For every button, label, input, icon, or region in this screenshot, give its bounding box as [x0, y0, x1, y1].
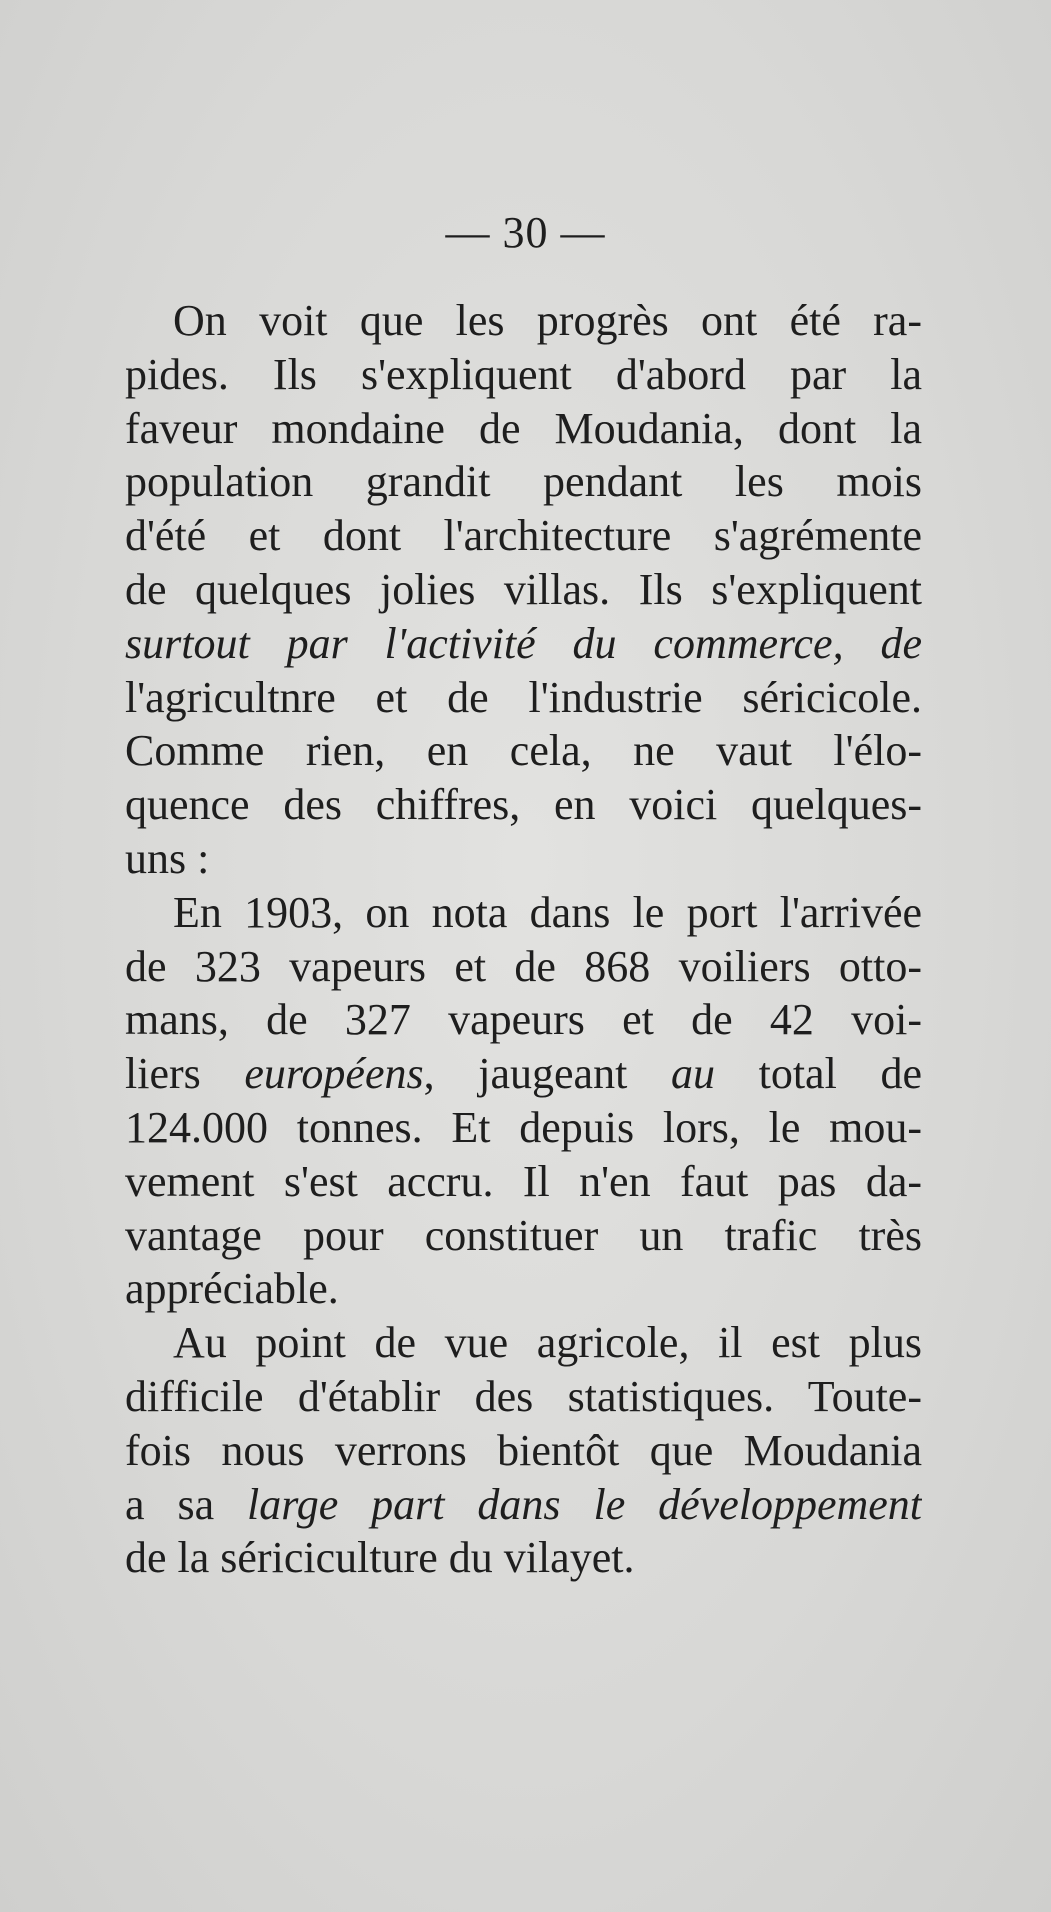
text-run: appréciable.	[125, 1264, 339, 1314]
text-run: mans, de 327 vapeurs et de 42 voi-	[125, 995, 922, 1045]
text-line	[125, 1047, 922, 1101]
text-line	[125, 294, 922, 348]
text-run: En 1903, on nota dans le port l'arrivée	[173, 887, 922, 937]
text-line	[125, 455, 922, 509]
page-number: — 30 —	[445, 208, 606, 257]
italic-text: large part dans le développement	[247, 1479, 922, 1529]
text-run: l'agricultnre et de l'industrie séricicole.	[125, 672, 922, 722]
text-line	[125, 1370, 922, 1424]
text-run: liers	[125, 1049, 245, 1099]
text-run: Comme rien, en cela, ne vaut l'élo-	[125, 726, 922, 776]
text-line	[125, 832, 922, 886]
text-run: vement s'est accru. Il n'en faut pas da-	[125, 1156, 922, 1206]
text-run: fois nous verrons bientôt que Moudania	[125, 1425, 922, 1475]
paragraph	[125, 886, 922, 1316]
text-line	[125, 1478, 922, 1532]
text-line	[125, 886, 922, 940]
text-run: de la sériciculture du vilayet.	[125, 1533, 635, 1583]
text-line	[125, 509, 922, 563]
text-line	[125, 1209, 922, 1263]
italic-text: au	[670, 1049, 715, 1099]
text-run: difficile d'établir des statistiques. Toute-	[125, 1371, 922, 1421]
text-line	[125, 1155, 922, 1209]
text-run: de 323 vapeurs et de 868 voiliers otto-	[125, 941, 922, 991]
text-run: uns :	[125, 833, 210, 883]
text-run: , jaugeant	[423, 1049, 671, 1099]
text-line	[125, 617, 922, 671]
text-line	[125, 778, 922, 832]
text-run: de quelques jolies villas. Ils s'expliquent	[125, 564, 922, 614]
text-line	[125, 1262, 922, 1316]
text-line	[125, 1531, 922, 1585]
text-line	[125, 1424, 922, 1478]
italic-text: surtout par l'activité du commerce, de	[125, 618, 922, 668]
text-run: d'été et dont l'architecture s'agrémente	[125, 511, 922, 561]
text-line	[125, 563, 922, 617]
text-run: quence des chiffres, en voici quelques-	[125, 780, 922, 830]
text-line	[125, 724, 922, 778]
text-line	[125, 671, 922, 725]
text-run: On voit que les progrès ont été ra-	[173, 296, 922, 345]
text-line	[125, 1316, 922, 1370]
italic-text: européens	[244, 1049, 424, 1099]
text-run: total de	[714, 1049, 922, 1099]
text-run: vantage pour constituer un trafic très	[125, 1210, 922, 1260]
text-run: a sa	[125, 1479, 248, 1529]
text-line	[125, 402, 922, 456]
text-line	[125, 940, 922, 994]
text-run: 124.000 tonnes. Et depuis lors, le mou-	[125, 1102, 922, 1152]
body-text	[125, 294, 922, 1585]
text-run: faveur mondaine de Moudania, dont la	[125, 403, 922, 453]
text-run: pides. Ils s'expliquent d'abord par la	[125, 349, 922, 399]
text-run: Au point de vue agricole, il est plus	[173, 1318, 922, 1368]
text-run: population grandit pendant les mois	[125, 457, 922, 507]
text-line	[125, 1101, 922, 1155]
paragraph	[125, 1316, 922, 1585]
paragraph	[125, 294, 922, 886]
text-line	[125, 993, 922, 1047]
text-line	[125, 348, 922, 402]
